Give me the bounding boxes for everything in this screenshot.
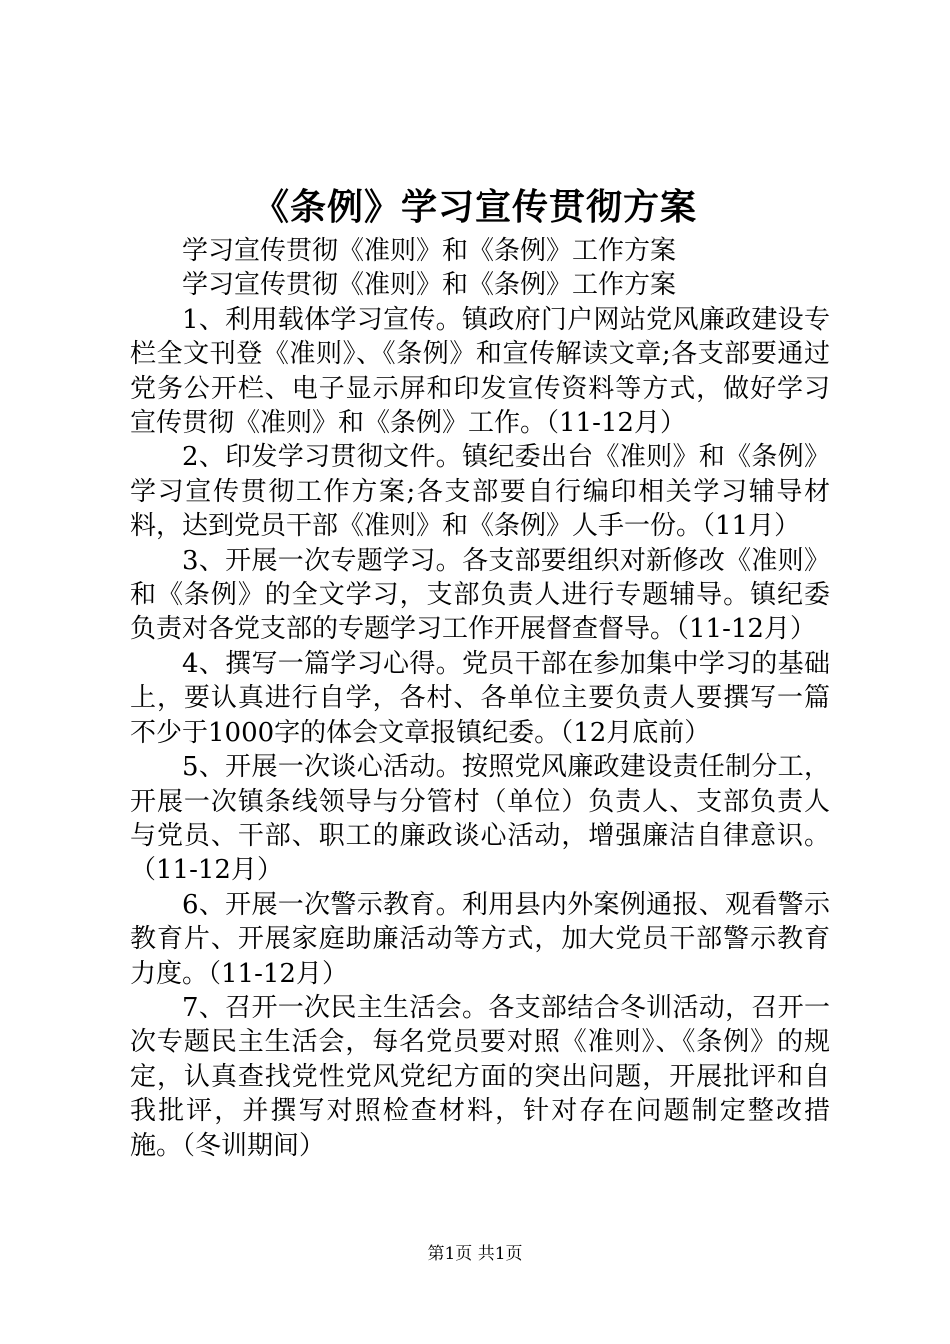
paragraph-item-1: 1、利用载体学习宣传。镇政府门户网站党风廉政建设专栏全文刊登《准则》、《条例》和宣传解读文章;各支部要通过党务公开栏、电子显示屏和印发宣传资料等方式，做好学习宣传贯彻《准则》和《条例》工作。（11-12月） [130, 304, 830, 439]
paragraph-item-5: 5、开展一次谈心活动。按照党风廉政建设责任制分工，开展一次镇条线领导与分管村（单位）负责人、支部负责人与党员、干部、职工的廉政谈心活动，增强廉洁自律意识。（11-12月） [130, 752, 830, 886]
paragraph-subtitle-2: 学习宣传贯彻《准则》和《条例》工作方案 [182, 270, 677, 301]
paragraph-item-6: 6、开展一次警示教育。利用县内外案例通报、观看警示教育片、开展家庭助廉活动等方式，加大党员干部警示教育力度。（11-12月） [130, 889, 830, 989]
paragraph-item-3: 3、开展一次专题学习。各支部要组织对新修改《准则》和《条例》的全文学习，支部负责人进行专题辅导。镇纪委负责对各党支部的专题学习工作开展督查督导。（11-12月） [130, 545, 830, 645]
paragraph-subtitle-1: 学习宣传贯彻《准则》和《条例》工作方案 [182, 236, 677, 266]
document-body [130, 234, 830, 1163]
paragraph-item-7: 7、召开一次民主生活会。各支部结合冬训活动，召开一次专题民主生活会，每名党员要对照《准则》、《条例》的规定，认真查找党性党风党纪方面的突出问题，开展批评和自我批评，并撰写对照检查材料，针对存在问题制定整改措施。（冬训期间） [130, 992, 830, 1161]
page-number-footer: 第1页 共1页 [427, 1244, 523, 1264]
paragraph-item-2: 2、印发学习贯彻文件。镇纪委出台《准则》和《条例》学习宣传贯彻工作方案;各支部要自行编印相关学习辅导材料，达到党员干部《准则》和《条例》人手一份。（11月） [130, 442, 830, 542]
paragraph-item-4: 4、撰写一篇学习心得。党员干部在参加集中学习的基础上，要认真进行自学，各村、各单位主要负责人要撰写一篇不少于1000字的体会文章报镇纪委。（12月底前） [130, 648, 830, 748]
document-title: 《条例》学习宣传贯彻方案 [252, 187, 697, 228]
